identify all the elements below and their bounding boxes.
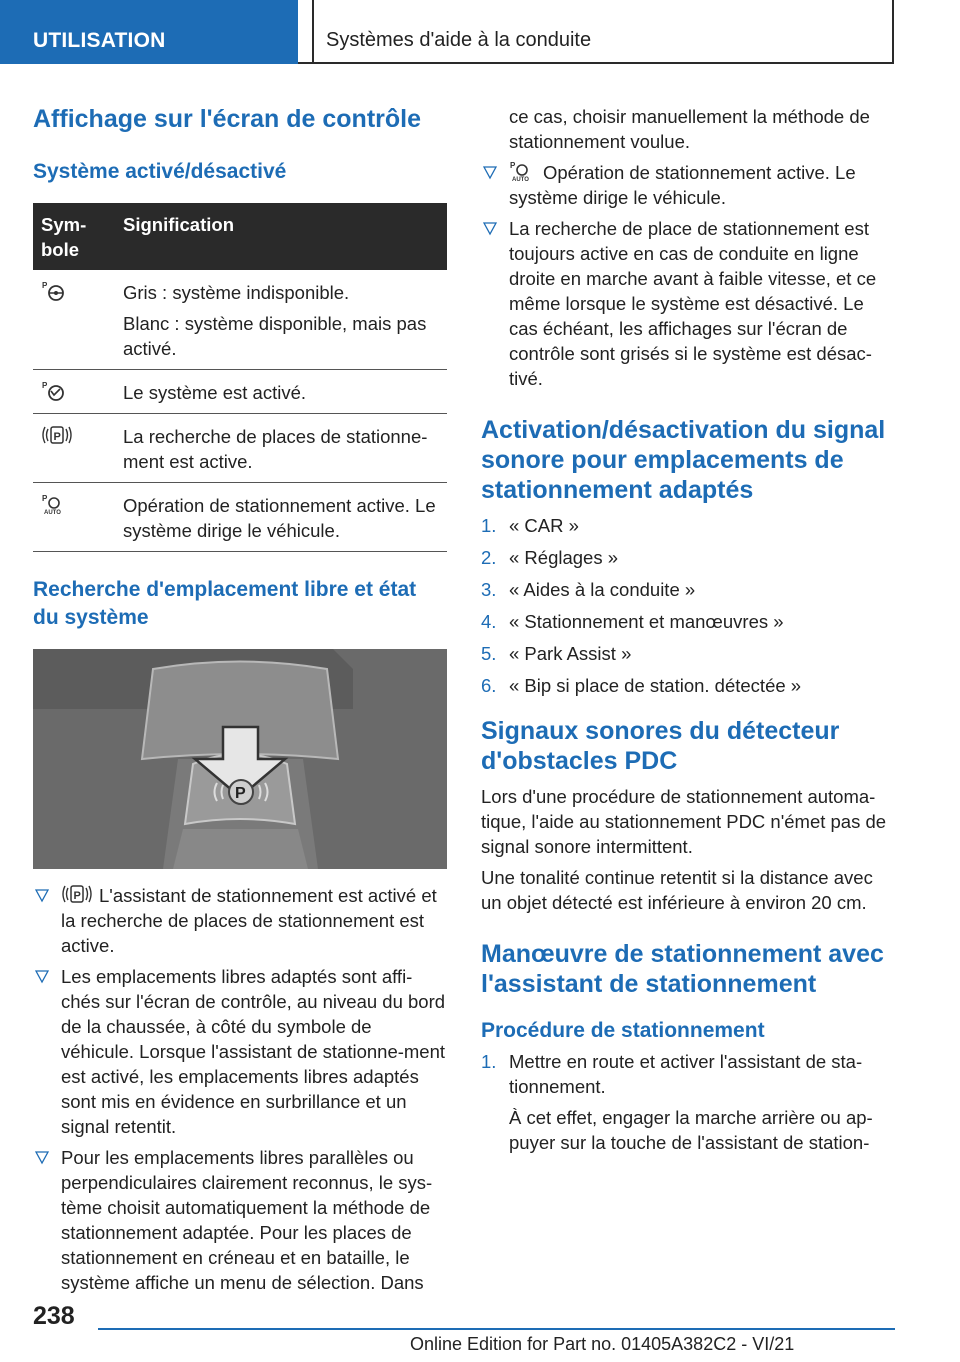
list-item: Pour les emplacements libres parallèles ou perpendiculaires clairement reconnus, le sys-tème choisit automatiquement la méthode de stationnement adaptée. Pour les places de stationnement en créneau et en bataille, le système affiche un menu de sélection. Dans: [33, 1145, 447, 1295]
chapter-tab: [312, 0, 894, 64]
parking-illustration-svg: [33, 649, 447, 869]
procedure-steps: [481, 1049, 895, 1155]
bullet-triangle-icon: [483, 219, 497, 237]
parking-display-illustration: [33, 649, 447, 869]
svg-text:AUTO: AUTO: [512, 177, 529, 182]
parking-assist-active-icon: [41, 380, 67, 402]
footer-rule: [98, 1328, 895, 1330]
section-title-display: Affichage sur l'écran de contrôle: [33, 105, 421, 133]
page-footer: [0, 1290, 960, 1362]
parking-assist-gray-icon: [41, 280, 67, 302]
svg-text:P: P: [42, 494, 48, 503]
svg-text:P: P: [73, 890, 81, 902]
bullet-triangle-icon: [483, 163, 497, 181]
parking-auto-icon: [41, 493, 67, 515]
parking-search-icon: [61, 883, 93, 905]
svg-text:P: P: [42, 281, 48, 290]
chapter-label: Systèmes d'aide à la conduite: [326, 29, 592, 51]
subsection-title-system: Système activé/désactivé: [33, 160, 287, 183]
meaning-text: Opération de stationnement active. Le système dirige le véhicule.: [123, 495, 436, 541]
pdc-paragraph: Lors d'une procédure de stationnement automa-tique, l'aide au stationnement PDC n'émet pas de signal sonore intermittent.: [481, 786, 887, 857]
list-item: La recherche de place de stationnement est toujours active en cas de conduite en ligne droite en marche avant à faible vitesse, et ce même lorsque le système est désactivé. Le cas échéant, les affichages sur l'écran de contrôle sont grisés si le système est désac-tivé.: [481, 216, 895, 391]
subsection-title-procedure: Procédure de stationnement: [481, 1019, 765, 1042]
meaning-text: Gris : système indisponible.: [123, 282, 350, 303]
left-column: [33, 104, 447, 1301]
list-item: P AUTO Opération de stationnement active. Le système dirige le véhicule.: [481, 160, 895, 210]
section-label: UTILISATION: [33, 29, 166, 52]
list-item: 1. « CAR »: [481, 515, 579, 536]
list-item: 2. « Réglages »: [481, 547, 619, 568]
meaning-text: Blanc : système disponible, mais pas activé.: [123, 313, 427, 359]
pdc-paragraph: Une tonalité continue retentit si la distance avec un objet détecté est inférieure à environ 20 cm.: [481, 867, 873, 913]
table-row: [33, 270, 447, 370]
list-item: 1. Mettre en route et activer l'assistant de sta-tionnement. À cet effet, engager la marche arrière ou ap-puyer sur la touche de l'assistant de station-: [481, 1049, 895, 1155]
status-bullet-list: [481, 160, 895, 391]
table-row: [33, 414, 447, 483]
procedure-detail: À cet effet, engager la marche arrière ou ap-puyer sur la touche de l'assistant de station-: [509, 1107, 873, 1153]
symbol-table: [33, 203, 447, 552]
edition-text: Online Edition for Part no. 01405A382C2 - VI/21: [410, 1334, 795, 1354]
header-divider: [298, 62, 312, 64]
list-item: 6. « Bip si place de station. détectée »: [481, 675, 802, 696]
svg-text:AUTO: AUTO: [44, 510, 61, 515]
parking-search-icon: [41, 424, 73, 446]
meaning-text: Le système est activé.: [123, 382, 307, 403]
section-tab: [0, 0, 298, 64]
table-row: [33, 370, 447, 414]
table-row: [33, 483, 447, 552]
continued-text: ce cas, choisir manuellement la méthode de stationnement voulue.: [509, 106, 870, 152]
svg-text:P: P: [42, 381, 48, 390]
list-item: 3. « Aides à la conduite »: [481, 579, 696, 600]
bullet-triangle-icon: [35, 886, 49, 904]
section-title-manoeuvre: Manœuvre de stationnement avec l'assistant de stationnement: [481, 940, 884, 998]
right-column: [481, 104, 895, 1162]
table-header-row: [33, 203, 447, 270]
meaning-text: La recherche de places de stationne-ment est active.: [123, 426, 428, 472]
search-bullet-list: [33, 883, 447, 1295]
svg-text:P: P: [235, 785, 246, 802]
column-header-meaning: Signification: [115, 203, 447, 270]
section-title-activation: Activation/désactivation du signal sonore pour emplacements de stationnement adaptés: [481, 416, 886, 504]
page-number: 238: [33, 1302, 75, 1330]
subsection-title-search: Recherche d'emplacement libre et état du système: [33, 578, 417, 629]
bullet-triangle-icon: [35, 967, 49, 985]
svg-text:P: P: [510, 161, 516, 170]
column-header-symbol: Sym-bole: [33, 203, 115, 270]
list-item: 5. « Park Assist »: [481, 643, 632, 664]
activation-steps: [481, 513, 895, 698]
svg-text:P: P: [53, 431, 61, 443]
list-item: P L'assistant de stationnement est activé et la recherche de places de stationnement est active.: [33, 883, 447, 958]
list-item: Les emplacements libres adaptés sont affi-chés sur l'écran de contrôle, au niveau du bord de la chaussée, à côté du symbole de véhicule. Lorsque l'assistant de stationne-ment est activé, les emplacements libres adaptés sont mis en évidence en surbrillance et un signal retentit.: [33, 964, 447, 1139]
section-title-pdc: Signaux sonores du détecteur d'obstacles PDC: [481, 717, 840, 775]
list-item: 4. « Stationnement et manœuvres »: [481, 611, 784, 632]
parking-auto-icon: [509, 160, 535, 182]
bullet-triangle-icon: [35, 1148, 49, 1166]
page-header: [0, 0, 960, 66]
